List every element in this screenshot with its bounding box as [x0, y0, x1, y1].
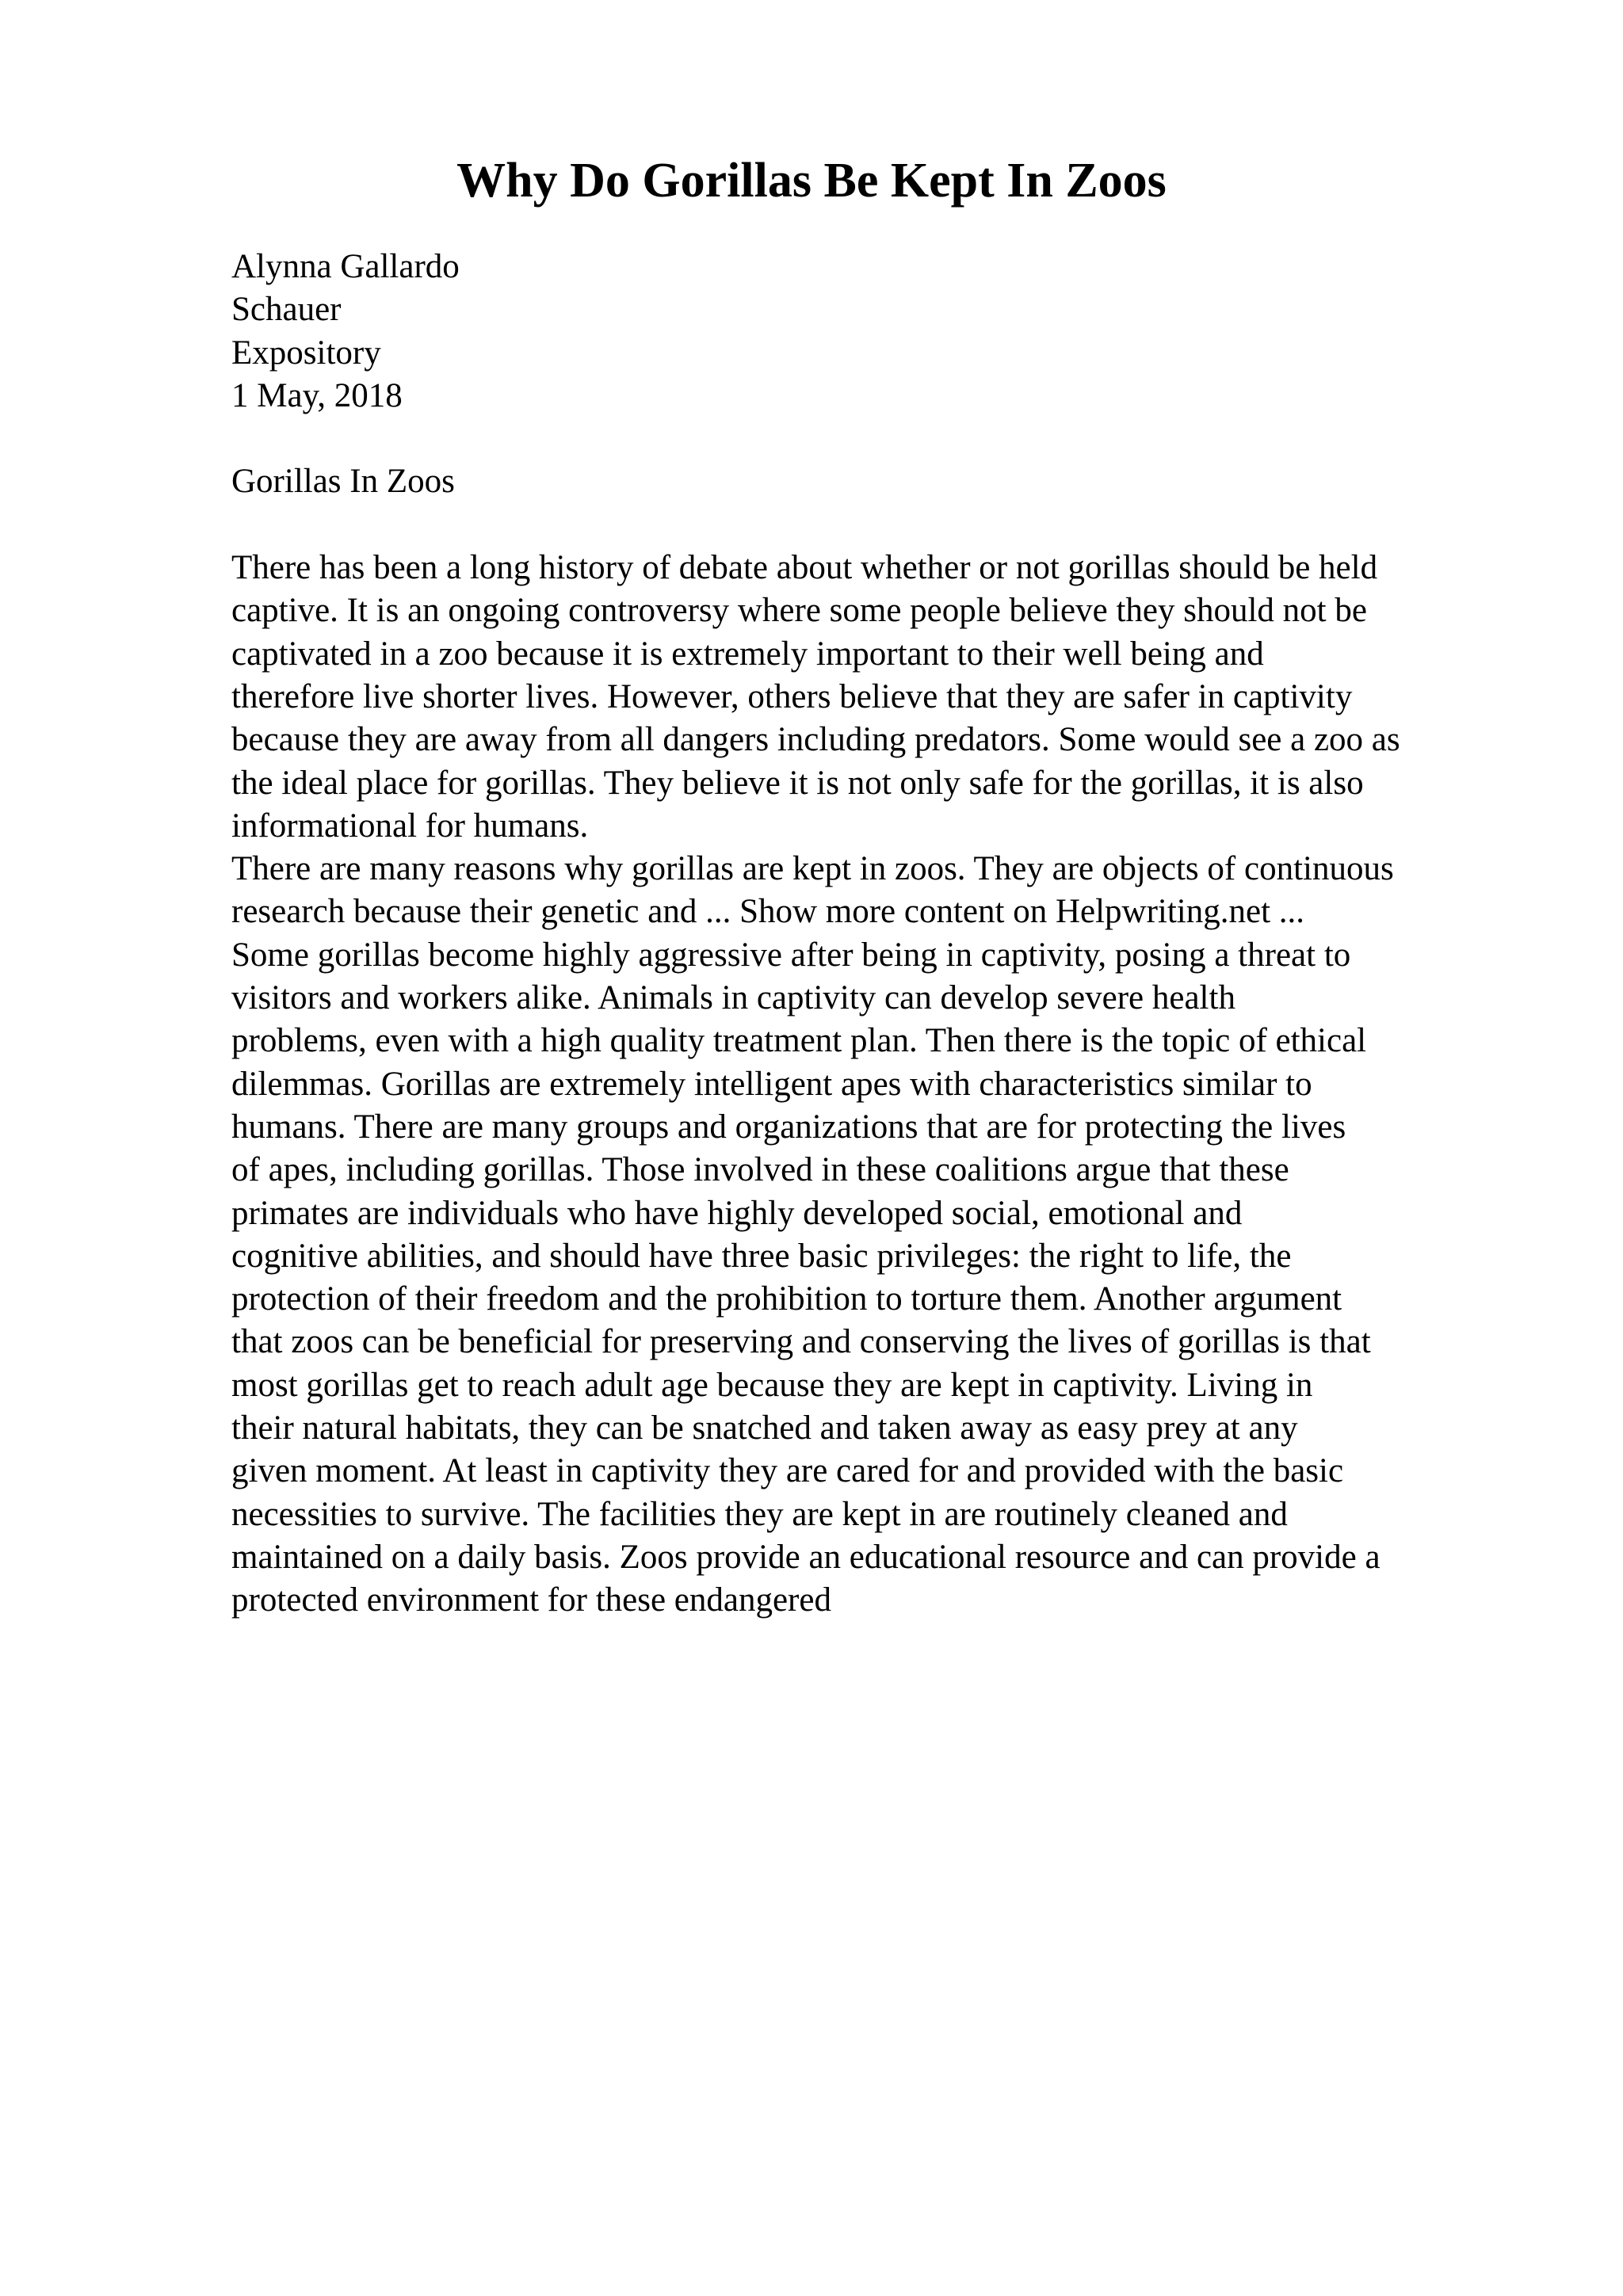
body-line: because they are away from all dangers including predators. Some would see a zoo as [231, 721, 1400, 759]
essay-title: Gorillas In Zoos [231, 463, 455, 501]
header-block [231, 246, 1515, 418]
body-line: dilemmas. Gorillas are extremely intelligent apes with characteristics similar to [231, 1065, 1312, 1103]
document-content [231, 246, 1515, 1623]
document-date: 1 May, 2018 [231, 376, 403, 414]
body-line: Some gorillas become highly aggressive after being in captivity, posing a threat to [231, 936, 1351, 974]
body-line: visitors and workers alike. Animals in captivity can develop severe health [231, 979, 1235, 1017]
body-line: their natural habitats, they can be snatched and taken away as easy prey at any [231, 1409, 1298, 1447]
spacer [231, 504, 1515, 547]
body-line: captive. It is an ongoing controversy where some people believe they should not be [231, 592, 1367, 630]
body-line: research because their genetic and ... Show more content on Helpwriting.net ... [231, 893, 1305, 931]
body-line: protection of their freedom and the prohibition to torture them. Another argument [231, 1280, 1342, 1318]
body-line: primates are individuals who have highly developed social, emotional and [231, 1194, 1243, 1232]
teacher-name: Schauer [231, 291, 342, 329]
body-line: informational for humans. [231, 807, 589, 845]
body-line: most gorillas get to reach adult age because they are kept in captivity. Living in [231, 1366, 1313, 1404]
essay-body [231, 547, 1515, 1622]
body-line: given moment. At least in captivity they are cared for and provided with the basic [231, 1452, 1344, 1490]
body-line: therefore live shorter lives. However, others believe that they are safer in captivity [231, 677, 1353, 715]
document-title: Why Do Gorillas Be Kept In Zoos [456, 154, 1167, 208]
body-line: that zoos can be beneficial for preserving and conserving the lives of gorillas is that [231, 1323, 1371, 1361]
body-line: problems, even with a high quality treatment plan. Then there is the topic of ethical [231, 1022, 1367, 1060]
body-line: There are many reasons why gorillas are kept in zoos. They are objects of continuous [231, 850, 1394, 888]
body-line: There has been a long history of debate about whether or not gorillas should be held [231, 549, 1378, 587]
body-line: necessities to survive. The facilities they are kept in are routinely cleaned and [231, 1495, 1288, 1533]
spacer [231, 418, 1515, 460]
body-line: cognitive abilities, and should have three basic privileges: the right to life, the [231, 1237, 1292, 1275]
assignment-type: Expository [231, 334, 381, 372]
body-line: maintained on a daily basis. Zoos provide an educational resource and can provide a [231, 1538, 1381, 1576]
author-name: Alynna Gallardo [231, 248, 460, 285]
body-line: protected environment for these endangered [231, 1581, 831, 1619]
body-line: of apes, including gorillas. Those involved in these coalitions argue that these [231, 1151, 1289, 1189]
body-line: humans. There are many groups and organizations that are for protecting the lives [231, 1108, 1346, 1146]
body-line: the ideal place for gorillas. They believe it is not only safe for the gorillas, it is also [231, 764, 1364, 802]
body-line: captivated in a zoo because it is extremely important to their well being and [231, 635, 1264, 673]
